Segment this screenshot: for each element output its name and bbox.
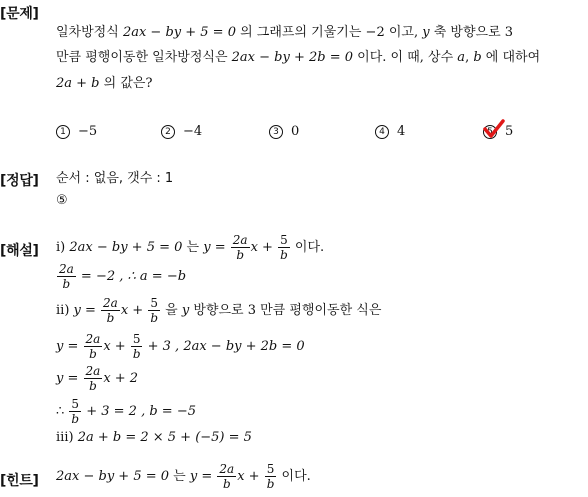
problem-label: [문제] (0, 6, 39, 22)
solution-step-3: ⅱ) y = $\frac{2a}{b}$ x + $\frac{5}{b}$ 을 y 방향으로 3 만큼 평행이동한 식은 (56, 296, 382, 325)
choice-number-icon: 1 (56, 125, 70, 139)
choice-number-icon: 3 (269, 125, 283, 139)
choice-1[interactable]: 1 −5 (56, 124, 97, 139)
problem-line-2: 만큼 평행이동한 일차방정식은 2ax − by + 2b = 0 이다. 이 때, 상수 a, b 에 대하여 (56, 50, 541, 65)
solution-step-7: ⅲ) 2a + b = 2 × 5 + (−5) = 5 (56, 430, 252, 445)
hint-label: [힌트] (0, 473, 39, 489)
answer-choice: ⑤ (56, 193, 68, 208)
solution-step-5: y = $\frac{2a}{b}$ x + 2 (56, 364, 139, 393)
choice-number-icon: 2 (161, 125, 175, 139)
answer-label: [정답] (0, 173, 39, 189)
answer-summary: 순서 : 없음, 갯수 : 1 (56, 171, 174, 186)
choice-number-icon: 4 (375, 125, 389, 139)
solution-label: [해설] (0, 243, 39, 259)
solution-step-1: ⅰ) 2ax − by + 5 = 0 는 y = $\frac{2a}{b}$ x + $\frac{5}{b}$ 이다. (56, 233, 325, 262)
choice-number-icon: 5 (483, 125, 497, 139)
choice-4[interactable]: 4 4 (375, 124, 405, 139)
choice-3[interactable]: 3 0 (269, 124, 299, 139)
choice-5[interactable]: 5 5 (483, 124, 513, 139)
hint-text: 2ax − by + 5 = 0 는 y = $\frac{2a}{b}$ x + $\frac{5}{b}$ 이다. (56, 462, 311, 491)
problem-line-1: 일차방정식 2ax − by + 5 = 0 의 그래프의 기울기는 −2 이고, y 축 방향으로 3 (56, 25, 514, 40)
red-checkmark-icon (483, 118, 505, 140)
solution-step-6: ∴ $\frac{5}{b}$ + 3 = 2 , b = −5 (56, 397, 196, 426)
solution-step-4: y = $\frac{2a}{b}$ x + $\frac{5}{b}$ + 3 , 2ax − by + 2b = 0 (56, 332, 305, 361)
choice-2[interactable]: 2 −4 (161, 124, 202, 139)
problem-line-3: 2a + b 의 값은? (56, 76, 153, 91)
solution-step-2: $\frac{2a}{b}$ = −2 , ∴ a = −b (59, 262, 187, 291)
